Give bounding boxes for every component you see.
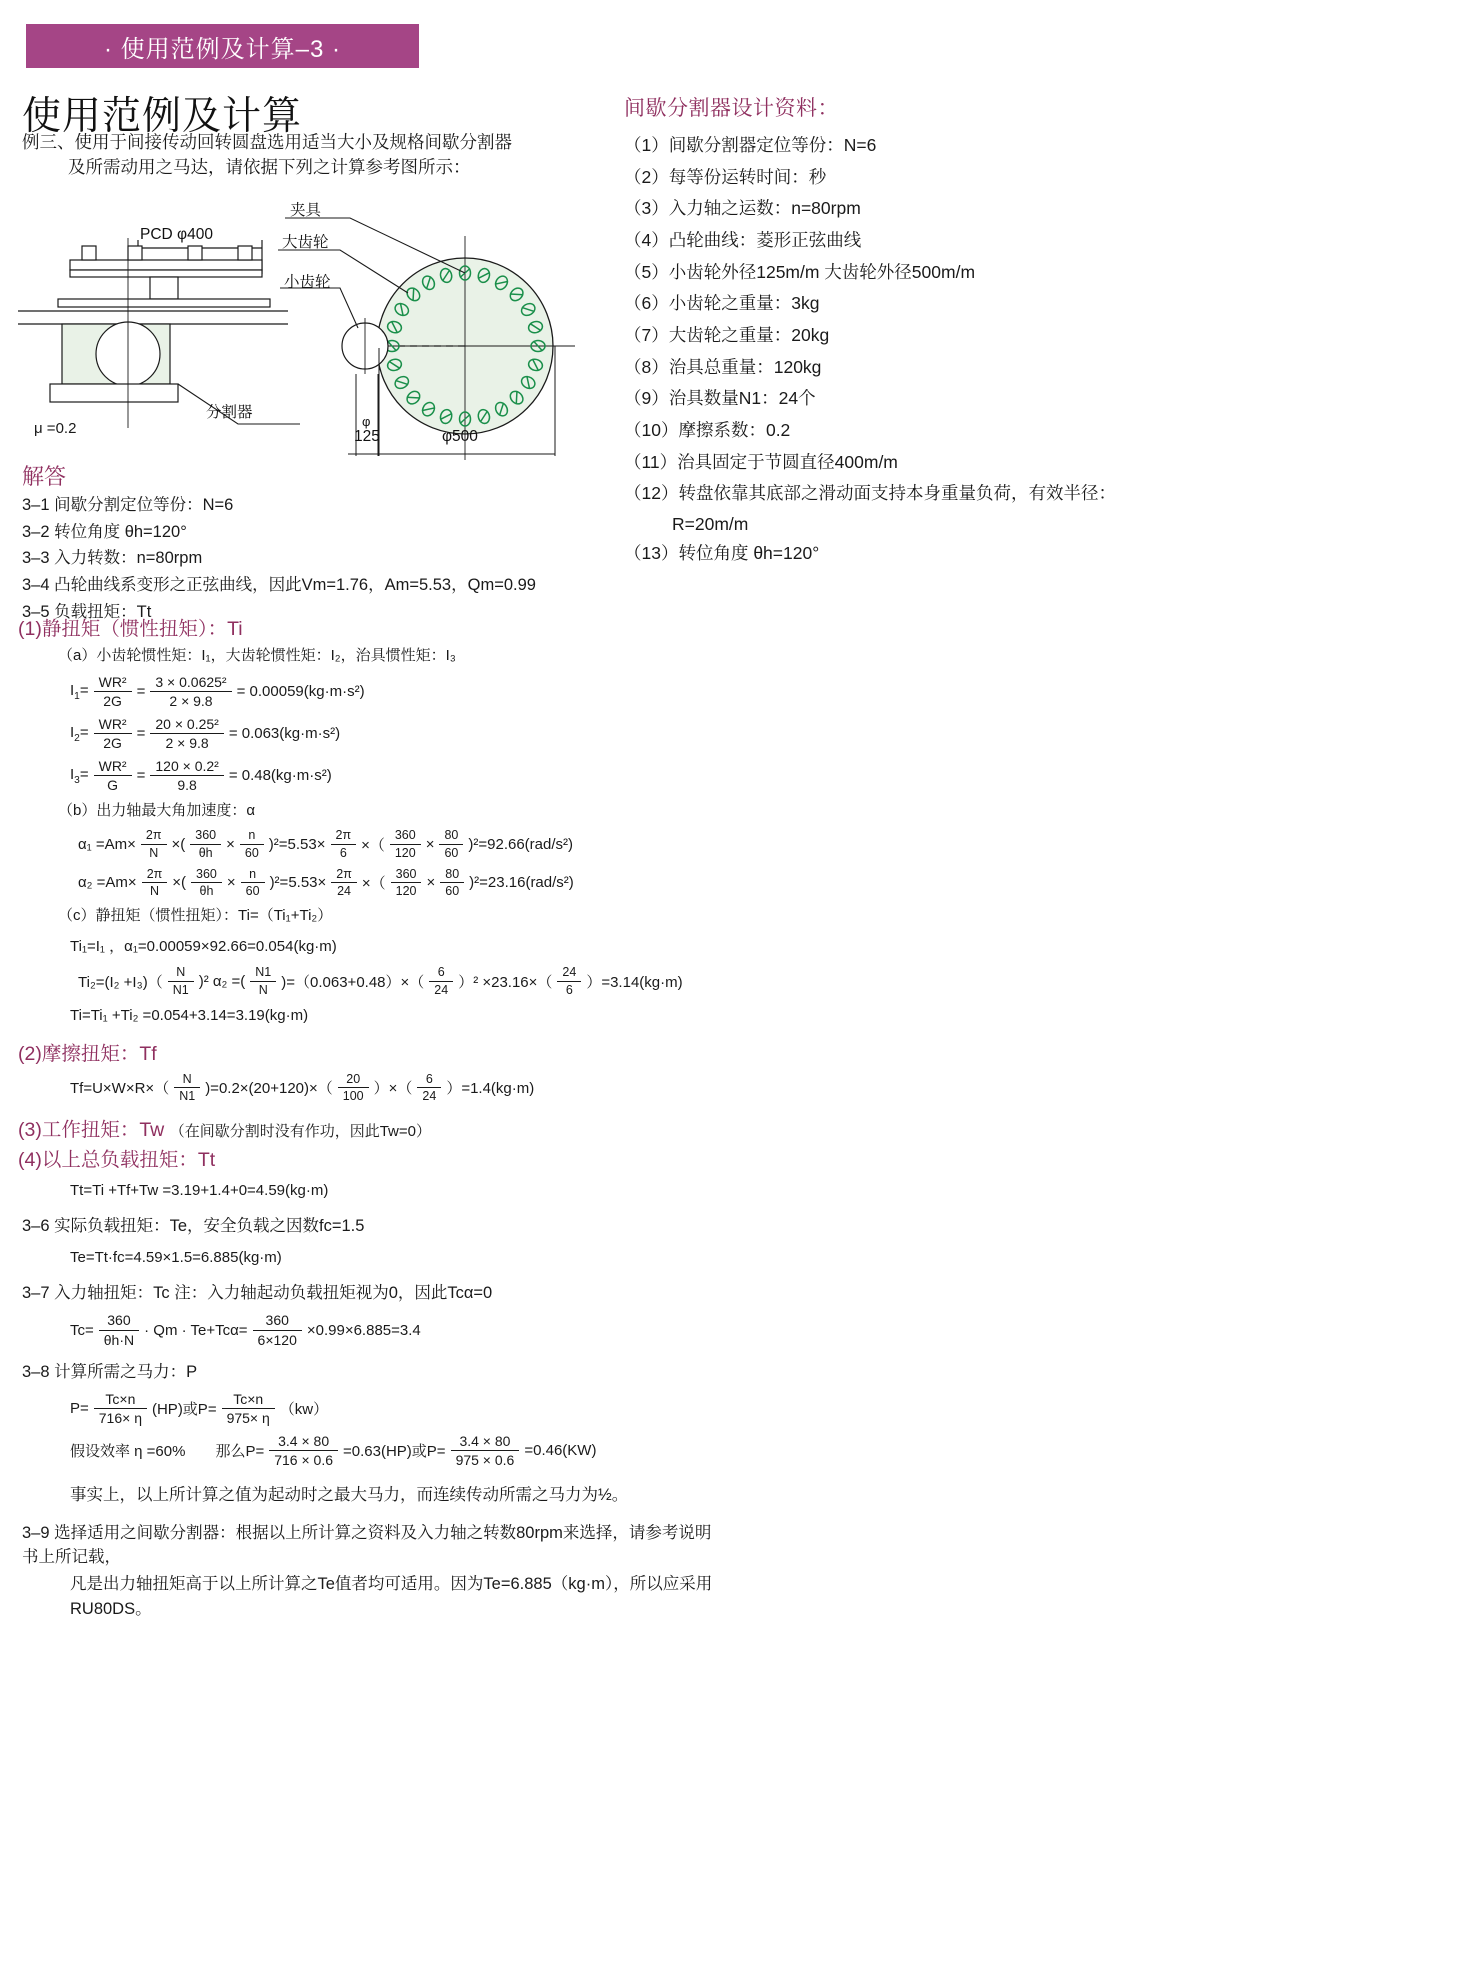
p-lead: P= xyxy=(70,1400,89,1418)
equation-ti2 xyxy=(18,965,718,998)
eq-i1-result: = 0.00059(kg·m·s²) xyxy=(236,683,365,701)
p2-frac-b xyxy=(451,1433,520,1469)
alpha1-mid3: )²=5.53× xyxy=(268,835,326,853)
ti2-frac-b xyxy=(250,965,276,998)
denominator: 120 xyxy=(395,884,417,899)
eq-i1-subscript: 1 xyxy=(74,690,80,702)
tc-lead: Tc= xyxy=(70,1321,94,1339)
denominator: θh·N xyxy=(103,1331,135,1348)
eq-i3-fraction-2 xyxy=(150,758,223,794)
alpha2-mid2: × xyxy=(226,874,236,892)
p2-frac-a xyxy=(269,1433,338,1469)
alpha2-frac-b xyxy=(191,867,222,900)
equation-alpha1 xyxy=(18,828,718,861)
p-tail: （kw） xyxy=(279,1401,329,1419)
denominator: N1 xyxy=(179,1089,196,1104)
spec-item: （12）转盘依靠其底部之滑动面支持本身重量负荷，有效半径： xyxy=(624,483,1116,504)
numerator: 20 xyxy=(338,1072,369,1089)
alpha2-frac-c xyxy=(241,867,265,900)
step-3-8-note: 事实上，以上所计算之值为起动时之最大马力，而连续传动所需之马力为½。 xyxy=(70,1485,629,1504)
denominator: 6×120 xyxy=(257,1331,297,1348)
tf-tail: ）=1.4(kg·m) xyxy=(446,1080,535,1098)
numerator: n xyxy=(241,867,265,884)
spec-item: （10）摩擦系数：0.2 xyxy=(624,420,791,441)
denominator: N xyxy=(149,884,159,899)
alpha1-mid2: × xyxy=(226,835,235,853)
alpha1-lead: α₁ =Am× xyxy=(78,835,136,853)
solution-line: 3–2 转位角度 θh=120° xyxy=(22,522,187,541)
equation-i3 xyxy=(18,758,718,794)
solution-line: 3–4 凸轮曲线系变形之正弦曲线，因此Vm=1.76，Am=5.53，Qm=0.99 xyxy=(22,576,536,595)
ti2-lead: Ti₂=(I₂ +I₃)（ xyxy=(78,973,163,991)
equation-ti-total: Ti=Ti₁ +Ti₂ =0.054+3.14=3.19(kg·m) xyxy=(70,1007,309,1025)
denominator: 6 xyxy=(339,845,347,860)
tf-frac-b xyxy=(338,1072,369,1105)
ti2-tail: ）=3.14(kg·m) xyxy=(586,973,683,991)
section-3-heading xyxy=(18,1114,718,1142)
numerator: N xyxy=(174,1072,200,1089)
numerator: Tc×n xyxy=(222,1391,275,1410)
numerator: 2π xyxy=(331,867,357,884)
section-3-title: (3)工作扭矩：Tw xyxy=(18,1119,165,1142)
equation-alpha2 xyxy=(18,867,718,900)
section-1-heading: (1)静扭矩（惯性扭矩）：Ti xyxy=(18,618,243,640)
denominator: 24 xyxy=(337,884,352,899)
denominator: θh xyxy=(199,884,214,899)
spec-item: （8）治具总重量：120kg xyxy=(624,356,822,377)
eq-i3-fraction-1 xyxy=(94,758,132,794)
numerator: WR² xyxy=(94,758,132,777)
numerator: 360 xyxy=(391,867,422,884)
spec-item: （4）凸轮曲线：菱形正弦曲线 xyxy=(624,230,862,251)
equation-tf xyxy=(18,1072,718,1105)
denominator: 975 × 0.6 xyxy=(455,1452,515,1469)
denominator: N1 xyxy=(172,982,189,997)
numerator: WR² xyxy=(94,674,132,693)
denominator: 2G xyxy=(103,693,122,710)
step-3-7-line: 3–7 入力轴扭矩：Tc 注：入力轴起动负载扭矩视为0，因此Tcα=0 xyxy=(22,1284,493,1303)
denominator: 975× η xyxy=(226,1410,270,1427)
figure-label-big-gear: 大齿轮 xyxy=(282,234,329,251)
equation-tt: Tt=Ti +Tf+Tw =3.19+1.4+0=4.59(kg·m) xyxy=(70,1182,329,1200)
alpha2-mid5: × xyxy=(426,874,436,892)
tc-tail: ×0.99×6.885=3.4 xyxy=(306,1321,421,1339)
design-data-panel xyxy=(624,92,1434,570)
numerator: 2π xyxy=(331,828,357,845)
denominator: 100 xyxy=(342,1089,364,1104)
figure-label-pcd: PCD φ400 xyxy=(140,226,213,243)
figure-label-jig: 夹具 xyxy=(290,202,322,219)
tc-frac-a xyxy=(99,1312,139,1348)
tf-lead: Tf=U×W×R×（ xyxy=(70,1080,170,1098)
eq-equals: = xyxy=(136,683,146,701)
denominator: N xyxy=(258,982,268,997)
alpha2-frac-f xyxy=(440,867,464,900)
denominator: 716× η xyxy=(98,1410,142,1427)
alpha1-frac-c xyxy=(240,828,264,861)
figure-label-phi500: φ500 xyxy=(442,428,478,445)
spec-item: （11）治具固定于节圆直径400m/m xyxy=(624,451,898,472)
numerator: N xyxy=(168,965,194,982)
alpha1-mid: ×( xyxy=(171,835,186,853)
solution-line: 3–3 入力转数：n=80rpm xyxy=(22,549,203,568)
eq-i1-symbol: $I_1=$ xyxy=(70,681,89,702)
eq-equals: = xyxy=(136,725,146,743)
alpha1-frac-b xyxy=(190,828,221,861)
eq-i2-result: = 0.063(kg·m·s²) xyxy=(228,725,341,743)
alpha1-tail: )²=92.66(rad/s²) xyxy=(468,835,574,853)
numerator: 6 xyxy=(429,965,453,982)
step-3-6-line: 3–6 实际负载扭矩：Te，安全负载之因数fc=1.5 xyxy=(22,1217,365,1236)
step-3-8-line: 3–8 计算所需之马力：P xyxy=(22,1363,198,1382)
denominator: 9.8 xyxy=(177,777,197,794)
alpha1-frac-f xyxy=(439,828,463,861)
numerator: 3 × 0.0625² xyxy=(150,674,231,693)
tc-frac-b xyxy=(253,1312,302,1348)
spec-item: （9）治具数量N1：24个 xyxy=(624,388,816,409)
numerator: 120 × 0.2² xyxy=(150,758,223,777)
numerator: 80 xyxy=(439,828,463,845)
section-1a-label: （a）小齿轮惯性矩：I₁，大齿轮惯性矩：I₂，治具惯性矩：I₃ xyxy=(58,647,456,664)
alpha2-frac-e xyxy=(391,867,422,900)
denominator: 2G xyxy=(103,735,122,752)
numerator: 2π xyxy=(142,867,168,884)
intro-line-1: 例三、使用于间接传动回转圆盘选用适当大小及规格间歇分割器 xyxy=(22,132,512,152)
numerator: 360 xyxy=(390,828,421,845)
p2-tail: =0.46(KW) xyxy=(524,1442,597,1460)
step-3-6-equation: Te=Tt·fc=4.59×1.5=6.885(kg·m) xyxy=(70,1249,282,1267)
equation-ti1: Ti₁=I₁ ，α₁=0.00059×92.66=0.054(kg·m) xyxy=(70,937,337,955)
section-2-heading: (2)摩擦扭矩：Tf xyxy=(18,1042,157,1065)
numerator: 360 xyxy=(253,1312,302,1331)
step-3-7-equation xyxy=(18,1312,718,1348)
denominator: θh xyxy=(198,845,213,860)
intro-paragraph xyxy=(22,130,582,180)
spec-item: （5）小齿轮外径125m/m 大齿轮外径500m/m xyxy=(624,261,976,282)
tf-frac-a xyxy=(174,1072,200,1105)
numerator: N1 xyxy=(250,965,276,982)
p2-mid: =0.63(HP)或P= xyxy=(343,1443,446,1461)
alpha2-mid: ×( xyxy=(172,874,187,892)
numerator: 2π xyxy=(141,828,167,845)
p-frac-a xyxy=(94,1391,147,1427)
solution-heading: 解答 xyxy=(22,464,67,489)
denominator: N xyxy=(149,845,159,860)
spec-item: （3）入力轴之运数：n=80rpm xyxy=(624,198,861,219)
alpha2-tail: )²=23.16(rad/s²) xyxy=(469,874,574,892)
denominator: G xyxy=(107,777,119,794)
eq-i3-symbol: $I_3=$ xyxy=(70,765,89,786)
alpha2-mid3: )²=5.53× xyxy=(269,874,327,892)
numerator: Tc×n xyxy=(94,1391,147,1410)
alpha1-frac-e xyxy=(390,828,421,861)
numerator: 3.4 × 80 xyxy=(451,1433,520,1452)
equation-i1 xyxy=(18,674,718,710)
eq-i3-subscript: 3 xyxy=(74,774,80,786)
alpha2-frac-d xyxy=(331,867,357,900)
alpha1-frac-a xyxy=(141,828,167,861)
denominator: 60 xyxy=(444,845,459,860)
page-title: 使用范例及计算 xyxy=(22,95,303,138)
spec-item: （1）间歇分割器定位等份：N=6 xyxy=(624,135,877,155)
alpha2-lead: α₂ =Am× xyxy=(78,874,137,892)
equation-i2 xyxy=(18,716,718,752)
p2-lead: 假设效率 η =60% 那么P= xyxy=(70,1443,265,1461)
denominator: 24 xyxy=(434,982,449,997)
figure-label-small-gear: 小齿轮 xyxy=(284,274,331,291)
eq-i2-symbol: $I_2=$ xyxy=(70,723,89,744)
eq-i2-subscript: 2 xyxy=(74,732,80,744)
spec-item: （2）每等份运转时间：秒 xyxy=(624,166,827,187)
ti2-frac-d xyxy=(557,965,581,998)
numerator: 360 xyxy=(190,828,221,845)
intro-line-2: 及所需动用之马达，请依据下列之计算参考图所示： xyxy=(68,156,471,177)
tf-mid: )=0.2×(20+120)×（ xyxy=(205,1080,333,1098)
denominator: 6 xyxy=(565,982,573,997)
numerator: 360 xyxy=(99,1312,139,1331)
eq-i1-fraction-2 xyxy=(150,674,231,710)
calculation-body xyxy=(18,603,718,1622)
denominator: 120 xyxy=(394,845,416,860)
mechanical-diagram xyxy=(10,178,610,498)
section-1b-label: （b）出力轴最大角加速度：α xyxy=(58,801,256,819)
tf-frac-c xyxy=(417,1072,441,1105)
alpha1-mid4: ×（ xyxy=(361,836,385,854)
tc-mid: · Qm · Te+Tcα= xyxy=(144,1321,248,1339)
numerator: 3.4 × 80 xyxy=(269,1433,338,1452)
banner-title: · 使用范例及计算–3 · xyxy=(103,35,341,63)
eq-i3-result: = 0.48(kg·m·s²) xyxy=(228,767,332,785)
solution-line: 3–1 间歇分割定位等份：N=6 xyxy=(22,496,234,514)
figure-label-divider: 分割器 xyxy=(206,404,253,421)
eq-i1-fraction-1 xyxy=(94,674,132,710)
numerator: WR² xyxy=(94,716,132,735)
page-banner xyxy=(26,24,419,68)
ti2-frac-c xyxy=(429,965,453,998)
ti2-frac-a xyxy=(168,965,194,998)
solution-line: 3–5 负载扭矩：Tt xyxy=(22,602,152,621)
step-3-9-line-2: 凡是出力轴扭矩高于以上所计算之Te值者均可适用。因为Te=6.885（kg·m），所以应采用RU80DS。 xyxy=(70,1575,713,1618)
step-3-8-equation-2 xyxy=(18,1433,718,1469)
denominator: 60 xyxy=(445,884,460,899)
denominator: 24 xyxy=(422,1089,437,1104)
diagram-svg xyxy=(10,178,610,498)
numerator: n xyxy=(240,828,264,845)
figure-label-phi125: 125 xyxy=(354,428,380,445)
alpha1-frac-d xyxy=(331,828,357,861)
step-3-8-equation-1 xyxy=(18,1391,718,1427)
numerator: 80 xyxy=(440,867,464,884)
numerator: 360 xyxy=(191,867,222,884)
p-mid: (HP)或P= xyxy=(151,1401,217,1419)
spec-item: （6）小齿轮之重量：3kg xyxy=(624,293,820,314)
ti2-mid3: ）² ×23.16×（ xyxy=(458,973,553,991)
numerator: 20 × 0.25² xyxy=(150,716,223,735)
tf-mid2: ）×（ xyxy=(373,1080,413,1098)
eq-i2-fraction-1 xyxy=(94,716,132,752)
figure-label-phi125-symbol: φ xyxy=(362,414,371,429)
ti2-mid2: )=（0.063+0.48）×（ xyxy=(281,973,425,991)
alpha2-mid4: ×（ xyxy=(361,875,386,893)
design-data-title: 间歇分割器设计资料： xyxy=(624,97,839,120)
denominator: 2 × 9.8 xyxy=(165,735,209,752)
ti2-mid: )² α₂ =( xyxy=(198,972,246,990)
p-frac-b xyxy=(222,1391,275,1427)
eq-equals: = xyxy=(136,767,146,785)
numerator: 6 xyxy=(417,1072,441,1089)
eq-i2-fraction-2 xyxy=(150,716,223,752)
denominator: 60 xyxy=(245,884,260,899)
section-4-heading: (4)以上总负载扭矩：Tt xyxy=(18,1149,216,1172)
spec-item-12-continuation: R=20m/m xyxy=(672,514,749,535)
numerator: 24 xyxy=(557,965,581,982)
spec-item: （7）大齿轮之重量：20kg xyxy=(624,325,830,346)
alpha2-frac-a xyxy=(142,867,168,900)
step-3-9-line-1: 3–9 选择适用之间歇分割器：根据以上所计算之资料及入力轴之转数80rpm来选择，请参考说明书上所记载， xyxy=(22,1523,712,1567)
denominator: 716 × 0.6 xyxy=(274,1452,334,1469)
section-1c-label: （c）静扭矩（惯性扭矩）：Ti=（Ti₁+Ti₂） xyxy=(58,907,333,925)
section-3-note: （在间歇分割时没有作功，因此Tw=0） xyxy=(169,1123,431,1141)
denominator: 60 xyxy=(244,845,259,860)
denominator: 2 × 9.8 xyxy=(169,693,213,710)
figure-label-mu: μ =0.2 xyxy=(34,420,77,437)
spec-item: （13）转位角度 θh=120° xyxy=(624,543,820,564)
alpha1-mid5: × xyxy=(425,835,435,853)
